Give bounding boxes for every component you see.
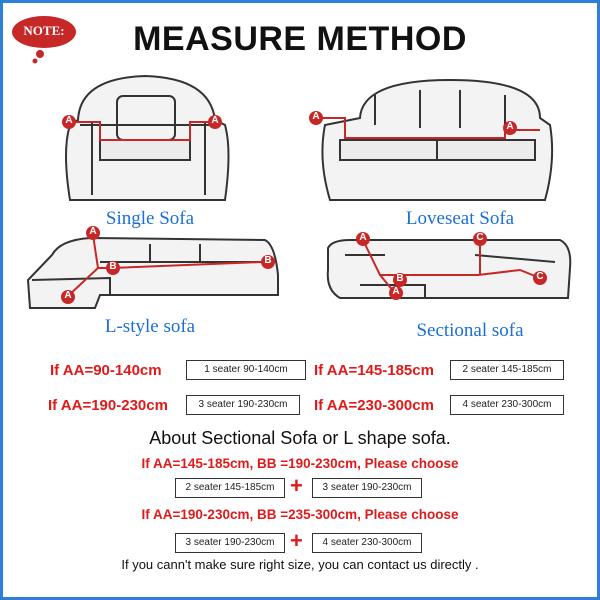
marker-b: B — [109, 261, 117, 272]
combo-2-left-box: 3 seater 190-230cm — [175, 533, 285, 553]
marker-a: A — [506, 121, 514, 132]
rule-3-seater: If AA=190-230cm — [48, 397, 168, 414]
plus-icon: + — [290, 473, 303, 498]
box-1-seater: 1 seater 90-140cm — [186, 360, 306, 380]
label-single-sofa: Single Sofa — [105, 208, 195, 229]
about-heading: About Sectional Sofa or L shape sofa. — [149, 428, 451, 448]
rule-2-seater: If AA=145-185cm — [314, 362, 434, 379]
rule-1-seater: If AA=90-140cm — [50, 362, 162, 379]
marker-b: B — [264, 255, 272, 266]
combo-2-rule: If AA=190-230cm, BB =235-300cm, Please choose — [141, 507, 459, 522]
combo-1-left-box: 2 seater 145-185cm — [175, 478, 285, 498]
combo-1-rule: If AA=145-185cm, BB =190-230cm, Please choose — [141, 456, 459, 471]
plus-icon: + — [290, 528, 303, 553]
marker-a: A — [211, 115, 219, 126]
marker-c: C — [536, 271, 544, 282]
marker-a: A — [392, 286, 400, 297]
page-title: MEASURE METHOD — [133, 20, 467, 58]
combo-1-right-box: 3 seater 190-230cm — [312, 478, 422, 498]
box-3-seater: 3 seater 190-230cm — [186, 395, 300, 415]
marker-a: A — [64, 290, 72, 301]
loveseat-drawing — [322, 80, 552, 200]
sectional-sofa-drawing — [328, 240, 571, 298]
label-lstyle-sofa: L-style sofa — [104, 316, 196, 337]
footer-note: If you cann't make sure right size, you can contact us directly . — [121, 557, 479, 572]
marker-c: C — [476, 232, 484, 243]
marker-a: A — [65, 115, 73, 126]
note-label: NOTE: — [23, 23, 65, 38]
marker-a: A — [89, 226, 97, 237]
label-sectional-sofa: Sectional sofa — [416, 320, 524, 341]
single-sofa-drawing — [66, 76, 229, 200]
label-loveseat-sofa: Loveseat Sofa — [405, 208, 515, 229]
box-4-seater: 4 seater 230-300cm — [450, 395, 564, 415]
rule-4-seater: If AA=230-300cm — [314, 397, 434, 414]
combo-2-right-box: 4 seater 230-300cm — [312, 533, 422, 553]
marker-b: B — [396, 273, 404, 284]
marker-a: A — [312, 111, 320, 122]
box-2-seater: 2 seater 145-185cm — [450, 360, 564, 380]
marker-a: A — [359, 232, 367, 243]
